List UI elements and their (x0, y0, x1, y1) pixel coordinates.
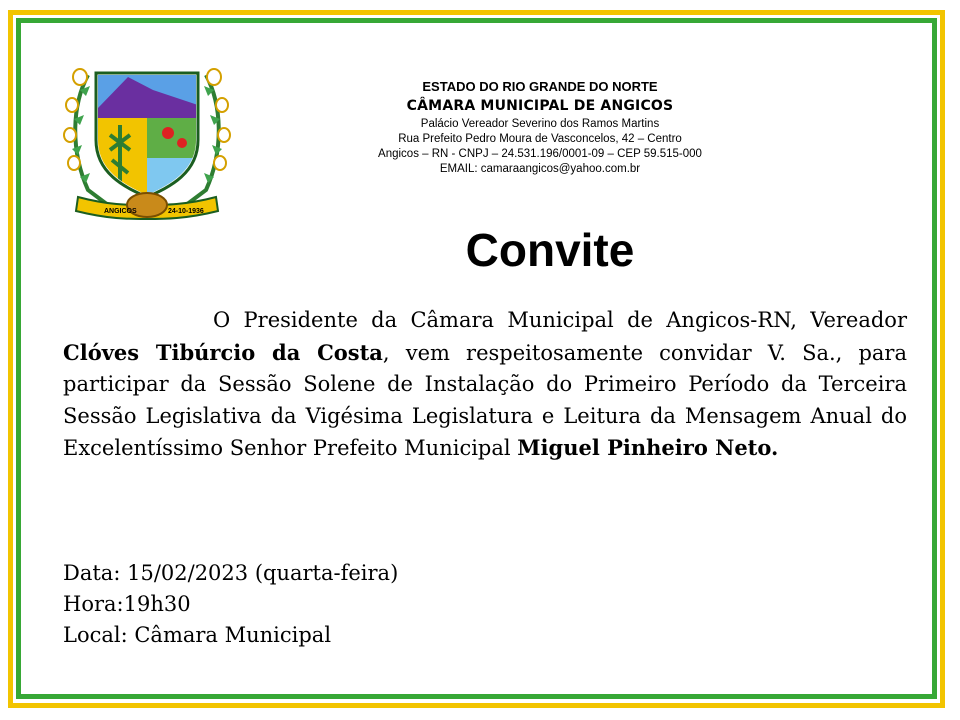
date-row (63, 558, 398, 589)
time-label: Hora: (63, 592, 124, 616)
date-label: Data: (63, 561, 121, 585)
registry-line: Angicos – RN - CNPJ – 24.531.196/0001-09 – CEP 59.515-000 (378, 148, 702, 160)
chamber-name: CÂMARA MUNICIPAL DE ANGICOS (406, 98, 674, 114)
crest-left-ribbon: ANGICOS (104, 208, 137, 215)
municipal-coat-of-arms-icon (58, 55, 236, 233)
address-line: Rua Prefeito Pedro Moura de Vasconcelos, 42 – Centro (398, 133, 682, 145)
letterhead (330, 78, 750, 177)
date-value: 15/02/2023 (127, 561, 249, 585)
palace-name: Palácio Vereador Severino dos Ramos Martins (420, 118, 660, 130)
president-name: Clóves Tibúrcio da Costa (63, 339, 383, 365)
invitation-body (63, 305, 907, 465)
crest-right-ribbon: 24-10-1936 (168, 208, 204, 215)
document-title: Convite (465, 224, 635, 276)
mayor-name: Miguel Pinheiro Neto. (517, 435, 779, 460)
place-label: Local: (63, 623, 128, 647)
time-value: 19h30 (123, 592, 191, 616)
body-part-2: , vem respeitosamente convidar V. Sa., para participar da Sessão Solene de Instalação do Primeiro Período da Terceira Sessão Legislativa da Vigésima Legislatura e Leitura da Mensagem Anual do Excelentíssimo Senhor Prefeito Municipal (63, 340, 907, 460)
place-row (63, 620, 398, 651)
weekday-value: (quarta-feira) (254, 561, 399, 585)
event-details (63, 558, 398, 651)
time-row (63, 589, 398, 620)
body-part-1: O Presidente da Câmara Municipal de Angicos-RN, Vereador (213, 308, 907, 332)
state-name: ESTADO DO RIO GRANDE DO NORTE (422, 79, 658, 94)
email-line: EMAIL: camaraangicos@yahoo.com.br (439, 163, 641, 175)
place-value: Câmara Municipal (134, 623, 332, 647)
